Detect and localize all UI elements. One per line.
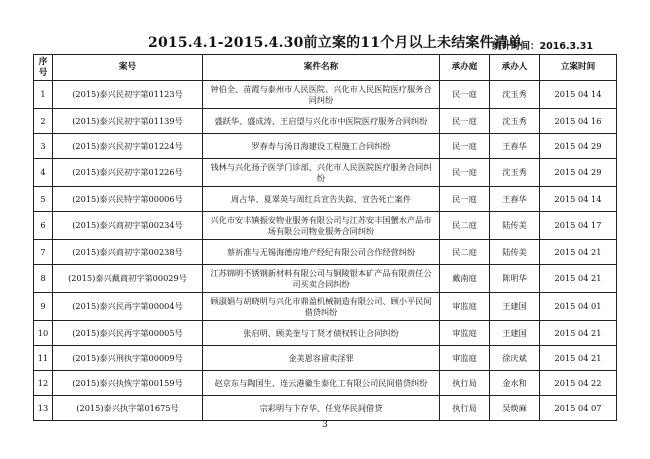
judge-name: 王建国: [490, 293, 540, 321]
case-number: (2015)泰兴刑执字第00009号: [53, 346, 203, 371]
row-number: 2: [34, 109, 53, 134]
case-number: (2015)泰兴戴商初字第00029号: [53, 265, 203, 293]
filing-date: 2015 04 17: [540, 212, 617, 240]
table-row: [34, 321, 617, 346]
judge-name: 陆传美: [490, 212, 540, 240]
row-number: 4: [34, 159, 53, 187]
case-name: 金美恩容留卖淫罪: [203, 346, 440, 371]
document-header: [0, 0, 650, 52]
case-name: 钱林与兴化扬子医学门诊部、兴化市人民医院医疗服务合同纠纷: [203, 159, 440, 187]
filing-date: 2015 04 14: [540, 187, 617, 212]
case-name: 罗春寿与汤日海建设工程施工合同纠纷: [203, 134, 440, 159]
table-row: [34, 159, 617, 187]
col-header-court: 承办庭: [440, 55, 490, 81]
table-header-row: [34, 55, 617, 81]
case-number: (2015)泰兴执字第01675号: [53, 396, 203, 421]
case-number: (2015)泰兴民再字第00005号: [53, 321, 203, 346]
judge-name: 王春华: [490, 187, 540, 212]
case-name: 兴化市安丰镇振安物业服务有限公司与江苏安丰国蟹水产品市场有限公司物业服务合同纠纷: [203, 212, 440, 240]
filing-date: 2015 04 16: [540, 109, 617, 134]
table-row: [34, 346, 617, 371]
case-number: (2015)泰兴民再字第00004号: [53, 293, 203, 321]
judge-name: 王春华: [490, 134, 540, 159]
case-name: 江苏锦明不锈钢新材料有限公司与铜陵银本矿产品有限责任公司买卖合同纠纷: [203, 265, 440, 293]
court-division: 民二庭: [440, 240, 490, 265]
row-number: 8: [34, 265, 53, 293]
document-title: 2015.4.1-2015.4.30前立案的11个月以上未结案件清单: [148, 35, 523, 51]
table-row: [34, 212, 617, 240]
case-name: 顾淑娟与胡晓明与兴化市鼎盈机械制造有限公司、顾小平民间借贷纠纷: [203, 293, 440, 321]
row-number: 10: [34, 321, 53, 346]
filing-date: 2015 04 22: [540, 371, 617, 396]
case-number: (2015)泰兴民初字第01226号: [53, 159, 203, 187]
judge-name: 徐庆斌: [490, 346, 540, 371]
case-name: 钟伯全、苗霞与泰州市人民医院、兴化市人民医院医疗服务合同纠纷: [203, 81, 440, 109]
table-row: [34, 293, 617, 321]
case-number: (2015)泰兴民初字第01123号: [53, 81, 203, 109]
row-number: 5: [34, 187, 53, 212]
row-number: 6: [34, 212, 53, 240]
court-division: 执行局: [440, 371, 490, 396]
court-division: 审监庭: [440, 293, 490, 321]
row-number: 3: [34, 134, 53, 159]
statistics-time: 统计时间：2016.3.31: [492, 41, 593, 52]
case-name: 张启明、顾美奎与丁贤才债权转让合同纠纷: [203, 321, 440, 346]
case-number: (2015)泰兴执恢字第00159号: [53, 371, 203, 396]
court-division: 民一庭: [440, 134, 490, 159]
judge-name: 沈玉秀: [490, 81, 540, 109]
col-header-case-name: 案件名称: [203, 55, 440, 81]
judge-name: 王建国: [490, 321, 540, 346]
filing-date: 2015 04 29: [540, 159, 617, 187]
case-number: (2015)泰兴民特字第00006号: [53, 187, 203, 212]
case-number: (2015)泰兴商初字第00234号: [53, 212, 203, 240]
court-division: 民一庭: [440, 109, 490, 134]
col-header-no: 序号: [34, 55, 53, 81]
row-number: 13: [34, 396, 53, 421]
case-name: 宗彩明与卞存华、任党华民间借贷: [203, 396, 440, 421]
case-number: (2015)泰兴民初字第01139号: [53, 109, 203, 134]
table-row: [34, 187, 617, 212]
row-number: 11: [34, 346, 53, 371]
judge-name: 沈玉秀: [490, 159, 540, 187]
court-division: 民一庭: [440, 187, 490, 212]
filing-date: 2015 04 21: [540, 240, 617, 265]
court-division: 民一庭: [440, 81, 490, 109]
row-number: 9: [34, 293, 53, 321]
row-number: 12: [34, 371, 53, 396]
row-number: 7: [34, 240, 53, 265]
judge-name: 陆传美: [490, 240, 540, 265]
table-row: [34, 371, 617, 396]
judge-name: 吴焕麻: [490, 396, 540, 421]
filing-date: 2015 04 21: [540, 321, 617, 346]
court-division: 民一庭: [440, 159, 490, 187]
case-table: [33, 54, 617, 421]
case-number: (2015)泰兴民初字第01224号: [53, 134, 203, 159]
table-row: [34, 396, 617, 421]
table-row: [34, 240, 617, 265]
filing-date: 2015 04 01: [540, 293, 617, 321]
court-division: 执行局: [440, 396, 490, 421]
table-row: [34, 81, 617, 109]
filing-date: 2015 04 29: [540, 134, 617, 159]
judge-name: 陈明华: [490, 265, 540, 293]
court-division: 审监庭: [440, 346, 490, 371]
judge-name: 沈玉秀: [490, 109, 540, 134]
col-header-judge: 承办人: [490, 55, 540, 81]
case-number: (2015)泰兴商初字第00238号: [53, 240, 203, 265]
filing-date: 2015 04 14: [540, 81, 617, 109]
court-division: 民二庭: [440, 212, 490, 240]
court-division: 审监庭: [440, 321, 490, 346]
table-row: [34, 265, 617, 293]
row-number: 1: [34, 81, 53, 109]
case-name: 蔡祈准与无锡海德房地产经纪有限公司合作经营纠纷: [203, 240, 440, 265]
case-name: 盛跃华、盛成涛、王启望与兴化市中医院医疗服务合同纠纷: [203, 109, 440, 134]
page-number: 3: [322, 420, 328, 430]
filing-date: 2015 04 21: [540, 265, 617, 293]
col-header-filing-date: 立案时间: [540, 55, 617, 81]
filing-date: 2015 04 21: [540, 346, 617, 371]
col-header-case-no: 案号: [53, 55, 203, 81]
court-division: 戴南庭: [440, 265, 490, 293]
case-name: 赵京东与陶国生、连云港徽生泰化工有限公司民间借贷纠纷: [203, 371, 440, 396]
judge-name: 金水和: [490, 371, 540, 396]
filing-date: 2015 04 07: [540, 396, 617, 421]
table-row: [34, 134, 617, 159]
case-name: 周占华、夏翠英与周红兵宣告失踪、宣告死亡案件: [203, 187, 440, 212]
table-row: [34, 109, 617, 134]
